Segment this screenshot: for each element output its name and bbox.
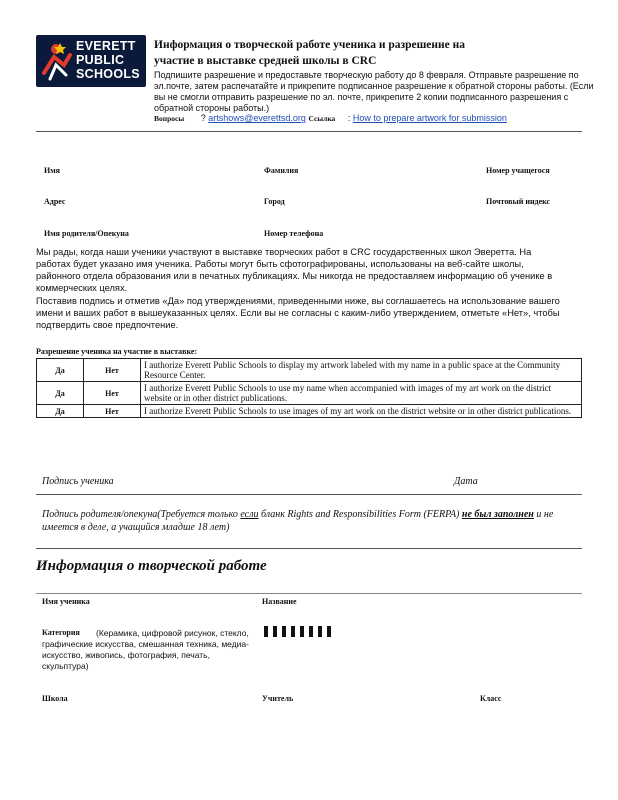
email-link[interactable]: artshows@everettsd.org <box>208 113 306 123</box>
permission-statement: I authorize Everett Public Schools to use my name when accompanied with images of my art work on the district website or in other district publications. <box>141 382 582 405</box>
city-label: Город <box>264 197 285 206</box>
category-description: (Керамика, цифровой рисунок, стекло, графические искусства, смешанная техника, медиа-искусство, живопись, фотография, печать, скульптура) <box>42 628 249 671</box>
parent-signature-line <box>36 548 582 549</box>
name-label: Имя <box>44 166 60 175</box>
no-option[interactable]: Нет <box>84 359 141 382</box>
logo-wordmark: EVERETT PUBLIC SCHOOLS <box>76 39 140 81</box>
student-signature-label: Подпись ученика <box>42 476 114 487</box>
permission-row <box>37 405 582 418</box>
category-checkboxes[interactable] <box>264 626 334 638</box>
intro-paragraph-2: Поставив подпись и отметив «Да» под утверждениями, приведенными ниже, вы соглашаетесь на использование вашего имени и ваших работ в вышеуказанных целях. Если вы не согласны с каким-либо утверждением, отметьте «Нет», чтобы подтвердить свое предпочтение. <box>36 296 560 330</box>
prepare-artwork-link[interactable]: How to prepare artwork for submission <box>352 113 507 123</box>
student-number-label: Номер учащегося <box>486 166 550 175</box>
form-title-line2: участие в выставке средней школы в CRC <box>154 55 377 67</box>
no-option[interactable]: Нет <box>84 382 141 405</box>
no-option[interactable]: Нет <box>84 405 141 418</box>
yes-option[interactable]: Да <box>37 382 84 405</box>
permission-row <box>37 382 582 405</box>
parent-name-label: Имя родителя/Опекуна <box>44 229 129 238</box>
everett-public-schools-logo <box>36 35 146 87</box>
work-title-label: Название <box>262 597 297 606</box>
form-title-line1: Информация о творческой работе ученика и разрешение на <box>154 39 466 51</box>
contact-line <box>154 113 594 124</box>
yes-option[interactable]: Да <box>37 359 84 382</box>
permission-statement: I authorize Everett Public Schools to display my artwork labeled with my name in a public space at the Community Resource Center. <box>141 359 582 382</box>
permission-heading: Разрешение ученика на участие в выставке: <box>36 347 198 356</box>
teacher-label: Учитель <box>262 694 294 703</box>
artwork-divider <box>36 593 582 594</box>
date-label: Дата <box>454 476 478 487</box>
surname-label: Фамилия <box>264 166 299 175</box>
yes-option[interactable]: Да <box>37 405 84 418</box>
link-separator: : <box>347 113 351 123</box>
questions-marker: ? <box>200 113 206 123</box>
intro-paragraph-1: Мы рады, когда наши ученики участвуют в выставке творческих работ в CRC государственных школ Эверетта. На работах будет указано имя ученика. Работы могут быть сфотографированы, использованы на веб-сайте школы, районного отдела образования или в печатных публикациях. Мы никогда не предоставляем информацию об ученике в коммерческих целях. <box>36 247 553 293</box>
permission-statement: I authorize Everett Public Schools to use images of my art work on the district website or in other district publications. <box>141 405 582 418</box>
grade-label: Класс <box>480 694 502 703</box>
parent-signature-label: Подпись родителя/опекуна(Требуется только если бланк Rights and Responsibilities Form (FERPA) не был заполнен и не имеется в деле, а учащийся младше 18 лет) <box>42 509 554 533</box>
header-divider <box>36 131 582 132</box>
address-label: Адрес <box>44 197 66 206</box>
permission-table <box>36 358 582 418</box>
permission-row <box>37 359 582 382</box>
zip-label: Почтовый индекс <box>486 197 551 206</box>
student-name-label: Имя ученика <box>42 597 90 606</box>
questions-label: Вопросы <box>154 114 185 123</box>
link-label: Ссылка <box>308 114 336 123</box>
artwork-section-title: Информация о творческой работе <box>36 558 267 574</box>
category-label: Категория <box>42 628 80 637</box>
submission-instructions: Подпишите разрешение и предоставьте творческую работу до 8 февраля. Отправьте разрешение по эл.почте, затем распечатайте и прикрепите подписанное разрешение к обратной стороны работы. (Если вы не смогли отправить разрешение по эл. почте, прикрепите 2 копии подписанного разрешения с обратной стороны работы.) <box>154 70 594 113</box>
student-signature-line <box>36 494 582 495</box>
phone-label: Номер телефона <box>264 229 324 238</box>
school-label: Школа <box>42 694 68 703</box>
